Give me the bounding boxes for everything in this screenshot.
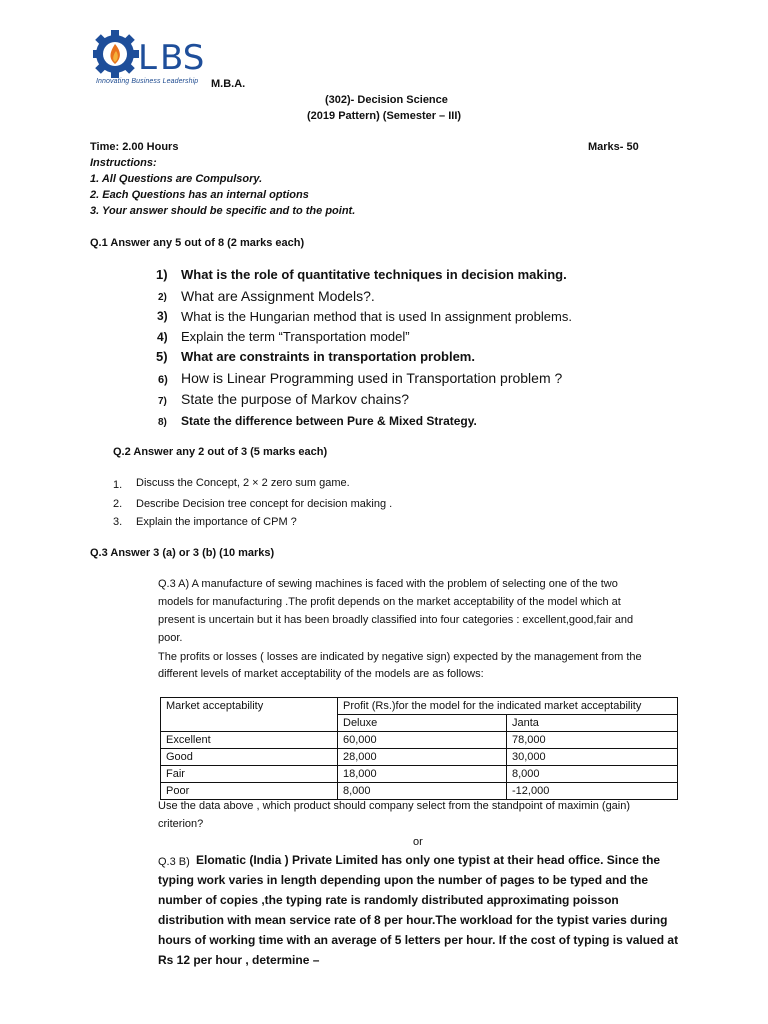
q3a-text-line: Q.3 A) A manufacture of sewing machines is faced with the problem of selecting one of the two [158,578,618,590]
q1-item-number: 1) [156,267,168,282]
table-cell: 30,000 [507,749,678,766]
table-header-cell: Profit (Rs.)for the model for the indicated market acceptability [338,698,678,715]
pattern-semester: (2019 Pattern) (Semester – III) [307,110,462,122]
q1-item-text: What is the role of quantitative techniques in decision making. [181,267,567,282]
q2-item-text: Describe Decision tree concept for decision making . [136,498,393,510]
or-separator: or [413,836,423,848]
q3b-text-line: Elomatic (India ) Private Limited has only one typist at their head office. Since the [196,853,661,867]
q2-title: Q.2 Answer any 2 out of 3 (5 marks each) [113,446,328,458]
q3a-text-line: poor. [158,632,183,644]
logo-tagline: Innovating Business Leadership [96,78,199,85]
q3a-text-line: models for manufacturing .The profit depends on the market acceptability of the model which at [158,596,621,608]
table-cell: -12,000 [507,783,678,800]
table-cell: Poor [161,783,338,800]
table-cell: 8,000 [507,766,678,783]
q2-item-number: 2. [113,498,123,510]
q1-item-text: State the purpose of Markov chains? [181,391,410,407]
table-header-cell: Market acceptability [161,698,338,732]
q1-item-number: 5) [156,349,168,364]
q2-item-number: 1. [113,479,123,491]
exam-marks: Marks- 50 [588,141,639,153]
q3b-text-line: distribution with mean service rate of 8 per hour.The workload for the typist varies during [158,913,668,927]
table-cell: 78,000 [507,732,678,749]
q3a-text-line: criterion? [158,818,204,830]
q2-item-text: Explain the importance of CPM ? [136,516,297,528]
table-cell: 8,000 [338,783,507,800]
subject-title: (302)- Decision Science [325,94,448,106]
q1-item-text: What is the Hungarian method that is used In assignment problems. [181,309,572,324]
table-cell: 18,000 [338,766,507,783]
table-row [161,783,678,800]
program-name: M.B.A. [211,78,246,90]
table-header-cell: Deluxe [338,715,507,732]
q1-item-text: Explain the term “Transportation model” [181,329,410,344]
logo-letter-l: L [138,38,157,78]
q1-item-text: What are Assignment Models?. [181,288,375,304]
table-row [161,749,678,766]
table-row [161,732,678,749]
q3a-text-line: present is uncertain but it has been broadly classified into four categories : excellent,good,fair and [158,614,634,626]
table-row [161,766,678,783]
q3b-text-line: hours of working time with an average of 5 letters per hour. If the cost of typing is valued at [158,933,679,947]
table-cell: Excellent [161,732,338,749]
q1-item-text: How is Linear Programming used in Transportation problem ? [181,370,563,386]
q1-item-number: 3) [157,309,168,323]
table-cell: Good [161,749,338,766]
q3-title: Q.3 Answer 3 (a) or 3 (b) (10 marks) [90,547,275,559]
q1-item-number: 2) [158,292,167,303]
instructions-title: Instructions: [90,157,157,169]
instruction-item: 1. All Questions are Compulsory. [90,173,263,185]
q3a-text-line: different levels of market acceptability of the models are as follows: [158,668,484,680]
market-acceptability-table [160,697,678,800]
q1-item-number: 7) [158,396,167,407]
q1-item-number: 8) [158,417,167,428]
q3b-text-line: Rs 12 per hour , determine – [158,953,320,967]
instruction-item: 2. Each Questions has an internal options [90,189,309,201]
q3a-text-line: Use the data above , which product should company select from the standpoint of maximin (gain) [158,800,631,812]
table-cell: 60,000 [338,732,507,749]
q1-item-text: What are constraints in transportation problem. [181,349,475,364]
q3a-text-line: The profits or losses ( losses are indicated by negative sign) expected by the management from the [158,651,642,663]
table-cell: Fair [161,766,338,783]
logo-letters-bs: BS [160,38,205,78]
q1-title: Q.1 Answer any 5 out of 8 (2 marks each) [90,237,305,249]
q2-item-text: Discuss the Concept, 2 × 2 zero sum game. [136,477,350,489]
q3b-text-line: number of copies ,the typing rate is randomly distributed approximating poisson [158,893,619,907]
q3b-text-line: typing work varies in length depending upon the number of pages to be typed and the [158,873,649,887]
q1-item-text: State the difference between Pure & Mixed Strategy. [181,414,477,428]
table-header-cell: Janta [507,715,678,732]
instruction-item: 3. Your answer should be specific and to the point. [90,205,356,217]
q1-item-number: 4) [157,330,168,344]
table-cell: 28,000 [338,749,507,766]
q2-item-number: 3. [113,516,123,528]
table-header-row [161,698,678,715]
q1-item-number: 6) [158,374,168,386]
exam-time: Time: 2.00 Hours [90,141,179,153]
q3b-prefix: Q.3 B) [158,856,190,868]
